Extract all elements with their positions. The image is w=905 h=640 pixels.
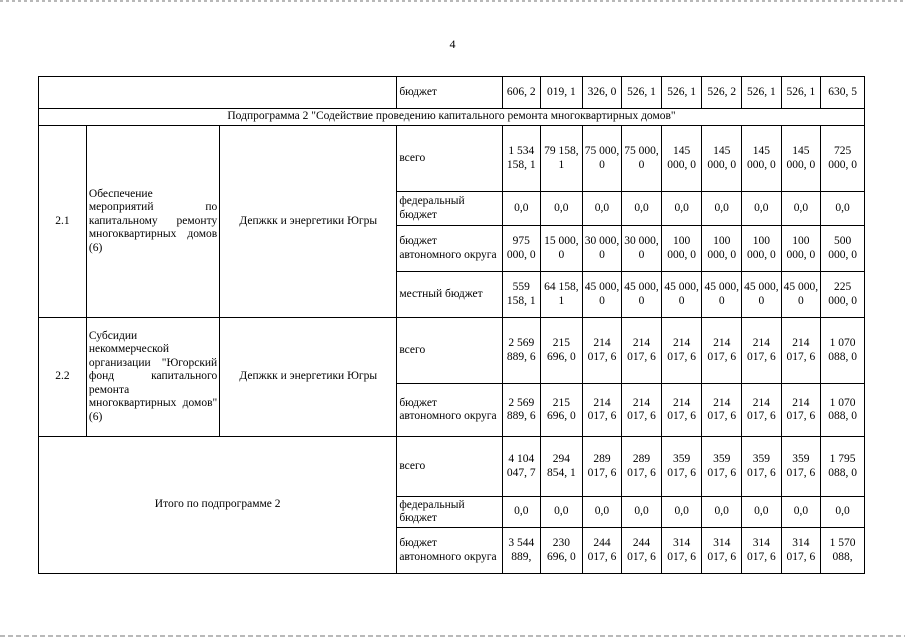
value-cell: 0,0 (821, 497, 865, 528)
value-cell: 45 000, 0 (702, 272, 742, 318)
value-cell: 214 017, 6 (582, 384, 622, 437)
value-cell: 30 000, 0 (582, 226, 622, 272)
table-row (39, 77, 865, 109)
value-cell: 289 017, 6 (622, 437, 662, 497)
activity-name: Субсидии некоммерческой организации "Югорский фонд капитального ремонта многоквартирных домов" (6) (86, 318, 219, 437)
value-cell: 0,0 (742, 497, 782, 528)
value-cell: 3 544 889, (502, 528, 541, 574)
value-cell: 0,0 (502, 497, 541, 528)
value-cell: 30 000, 0 (622, 226, 662, 272)
value-cell: 215 696, 0 (541, 384, 583, 437)
executor: Депжкк и энергетики Югры (220, 126, 397, 318)
value-cell: 559 158, 1 (502, 272, 541, 318)
value-cell: 0,0 (702, 497, 742, 528)
funding-source: бюджет автономного округа (397, 528, 502, 574)
funding-source: бюджет (397, 77, 502, 109)
value-cell: 145 000, 0 (661, 126, 702, 192)
value-cell: 359 017, 6 (661, 437, 702, 497)
empty-cell (39, 77, 397, 109)
value-cell: 606, 2 (502, 77, 541, 109)
value-cell: 145 000, 0 (781, 126, 821, 192)
value-cell: 214 017, 6 (742, 318, 782, 384)
value-cell: 359 017, 6 (781, 437, 821, 497)
total-label: Итого по подпрограмме 2 (39, 437, 397, 574)
funding-source: всего (397, 318, 502, 384)
value-cell: 1 070 088, 0 (821, 384, 865, 437)
value-cell: 214 017, 6 (702, 318, 742, 384)
value-cell: 214 017, 6 (781, 318, 821, 384)
item-number: 2.1 (39, 126, 87, 318)
table-row (39, 126, 865, 192)
value-cell: 0,0 (502, 192, 541, 226)
value-cell: 45 000, 0 (742, 272, 782, 318)
funding-source: всего (397, 126, 502, 192)
value-cell: 244 017, 6 (622, 528, 662, 574)
value-cell: 630, 5 (821, 77, 865, 109)
value-cell: 230 696, 0 (541, 528, 583, 574)
value-cell: 214 017, 6 (742, 384, 782, 437)
scan-edge-top (0, 0, 905, 2)
value-cell: 526, 1 (661, 77, 702, 109)
value-cell: 45 000, 0 (661, 272, 702, 318)
value-cell: 225 000, 0 (821, 272, 865, 318)
value-cell: 294 854, 1 (541, 437, 583, 497)
value-cell: 0,0 (622, 497, 662, 528)
value-cell: 75 000, 0 (622, 126, 662, 192)
value-cell: 725 000, 0 (821, 126, 865, 192)
value-cell: 145 000, 0 (742, 126, 782, 192)
value-cell: 975 000, 0 (502, 226, 541, 272)
value-cell: 2 569 889, 6 (502, 318, 541, 384)
value-cell: 314 017, 6 (781, 528, 821, 574)
value-cell: 214 017, 6 (622, 384, 662, 437)
value-cell: 0,0 (781, 497, 821, 528)
value-cell: 0,0 (541, 192, 583, 226)
executor: Депжкк и энергетики Югры (220, 318, 397, 437)
value-cell: 79 158, 1 (541, 126, 583, 192)
subprogram-title: Подпрограмма 2 "Содействие проведению капитального ремонта многоквартирных домов" (39, 109, 865, 126)
total-row (39, 437, 865, 497)
value-cell: 244 017, 6 (582, 528, 622, 574)
funding-source: федеральный бюджет (397, 192, 502, 226)
value-cell: 1 534 158, 1 (502, 126, 541, 192)
value-cell: 4 104 047, 7 (502, 437, 541, 497)
value-cell: 1 795 088, 0 (821, 437, 865, 497)
funding-source: всего (397, 437, 502, 497)
value-cell: 0,0 (821, 192, 865, 226)
value-cell: 526, 1 (781, 77, 821, 109)
table-row (39, 318, 865, 384)
value-cell: 214 017, 6 (781, 384, 821, 437)
value-cell: 314 017, 6 (742, 528, 782, 574)
value-cell: 100 000, 0 (702, 226, 742, 272)
value-cell: 526, 1 (622, 77, 662, 109)
value-cell: 45 000, 0 (582, 272, 622, 318)
value-cell: 019, 1 (541, 77, 583, 109)
value-cell: 15 000, 0 (541, 226, 583, 272)
value-cell: 100 000, 0 (781, 226, 821, 272)
value-cell: 0,0 (541, 497, 583, 528)
value-cell: 145 000, 0 (702, 126, 742, 192)
value-cell: 0,0 (702, 192, 742, 226)
value-cell: 64 158, 1 (541, 272, 583, 318)
value-cell: 1 570 088, (821, 528, 865, 574)
value-cell: 214 017, 6 (702, 384, 742, 437)
value-cell: 214 017, 6 (622, 318, 662, 384)
value-cell: 75 000, 0 (582, 126, 622, 192)
value-cell: 0,0 (582, 497, 622, 528)
value-cell: 100 000, 0 (742, 226, 782, 272)
value-cell: 526, 1 (742, 77, 782, 109)
value-cell: 289 017, 6 (582, 437, 622, 497)
value-cell: 45 000, 0 (781, 272, 821, 318)
page-number: 4 (449, 37, 456, 51)
activity-name: Обеспечение мероприятий по капитальному ремонту многоквартирных домов (6) (86, 126, 219, 318)
value-cell: 526, 2 (702, 77, 742, 109)
value-cell: 214 017, 6 (661, 318, 702, 384)
funding-source: федеральный бюджет (397, 497, 502, 528)
value-cell: 0,0 (582, 192, 622, 226)
value-cell: 359 017, 6 (742, 437, 782, 497)
funding-source: местный бюджет (397, 272, 502, 318)
scan-edge-bottom (0, 635, 905, 637)
value-cell: 359 017, 6 (702, 437, 742, 497)
item-number: 2.2 (39, 318, 87, 437)
value-cell: 314 017, 6 (702, 528, 742, 574)
value-cell: 314 017, 6 (661, 528, 702, 574)
subprogram-header-row (39, 109, 865, 126)
value-cell: 0,0 (781, 192, 821, 226)
value-cell: 0,0 (622, 192, 662, 226)
value-cell: 100 000, 0 (661, 226, 702, 272)
value-cell: 2 569 889, 6 (502, 384, 541, 437)
funding-source: бюджет автономного округа (397, 226, 502, 272)
value-cell: 214 017, 6 (582, 318, 622, 384)
value-cell: 0,0 (661, 192, 702, 226)
value-cell: 215 696, 0 (541, 318, 583, 384)
value-cell: 0,0 (661, 497, 702, 528)
value-cell: 0,0 (742, 192, 782, 226)
budget-table (38, 76, 865, 574)
value-cell: 45 000, 0 (622, 272, 662, 318)
value-cell: 326, 0 (582, 77, 622, 109)
value-cell: 500 000, 0 (821, 226, 865, 272)
funding-source: бюджет автономного округа (397, 384, 502, 437)
value-cell: 1 070 088, 0 (821, 318, 865, 384)
value-cell: 214 017, 6 (661, 384, 702, 437)
